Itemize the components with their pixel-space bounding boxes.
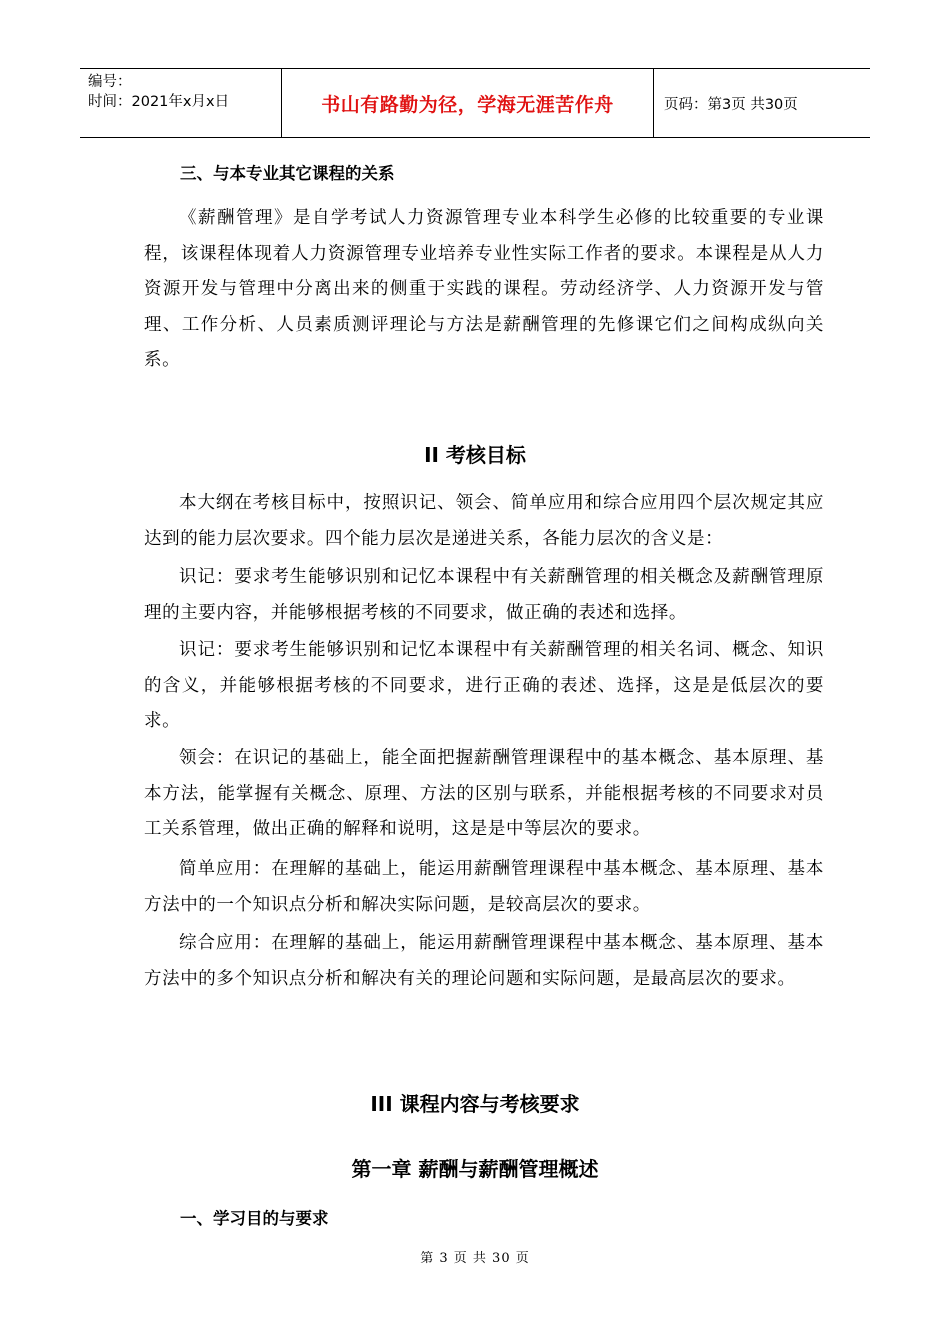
paragraph: 识记：要求考生能够识别和记忆本课程中有关薪酬管理的相关名词、概念、知识的含义，并能够根据考核的不同要求，进行正确的表述、选择，这是是低层次的要求。 bbox=[144, 640, 824, 731]
page-header bbox=[80, 68, 870, 138]
number-label: 编号： bbox=[88, 74, 132, 90]
section-title-relations: 三、与本专业其它课程的关系 bbox=[180, 164, 395, 183]
section-title-goals: 一、学习目的与要求 bbox=[180, 1209, 329, 1228]
paragraph: 本大纲在考核目标中，按照识记、领会、简单应用和综合应用四个层次规定其应达到的能力层次要求。四个能力层次是递进关系，各能力层次的含义是： bbox=[144, 493, 824, 549]
paragraph: 识记：要求考生能够识别和记忆本课程中有关薪酬管理的相关概念及薪酬管理原理的主要内容，并能够根据考核的不同要求，做正确的表述和选择。 bbox=[144, 567, 824, 623]
paragraph: 综合应用：在理解的基础上，能运用薪酬管理课程中基本概念、基本原理、基本方法中的多个知识点分析和解决有关的理论问题和实际问题，是最高层次的要求。 bbox=[144, 933, 824, 989]
header-meta bbox=[80, 69, 282, 137]
header-motto: 书山有路勤为径，学海无涯苦作舟 bbox=[282, 69, 654, 137]
paragraph: 领会：在识记的基础上，能全面把握薪酬管理课程中的基本概念、基本原理、基本方法，能掌握有关概念、原理、方法的区别与联系，并能根据考核的不同要求对员工关系管理，做出正确的解释和说明，这是是中等层次的要求。 bbox=[144, 748, 824, 839]
chapter-title: 第一章 薪酬与薪酬管理概述 bbox=[351, 1157, 599, 1181]
part-title-content: III 课程内容与考核要求 bbox=[370, 1092, 580, 1116]
paragraph: 简单应用：在理解的基础上，能运用薪酬管理课程中基本概念、基本原理、基本方法中的一个知识点分析和解决实际问题，是较高层次的要求。 bbox=[144, 859, 824, 915]
header-page-info: 页码：第3页 共30页 bbox=[664, 96, 798, 113]
part-title-assessment: II 考核目标 bbox=[424, 443, 526, 467]
page-footer: 第 3 页 共 30 页 bbox=[420, 1251, 530, 1266]
date-label: 时间：2021年x月x日 bbox=[88, 94, 230, 110]
paragraph: 《薪酬管理》是自学考试人力资源管理专业本科学生必修的比较重要的专业课程，该课程体现着人力资源管理专业培养专业性实际工作者的要求。本课程是从人力资源开发与管理中分离出来的侧重于实践的课程。劳动经济学、人力资源开发与管理、工作分析、人员素质测评理论与方法是薪酬管理的先修课它们之间构成纵向关系。 bbox=[144, 208, 824, 370]
